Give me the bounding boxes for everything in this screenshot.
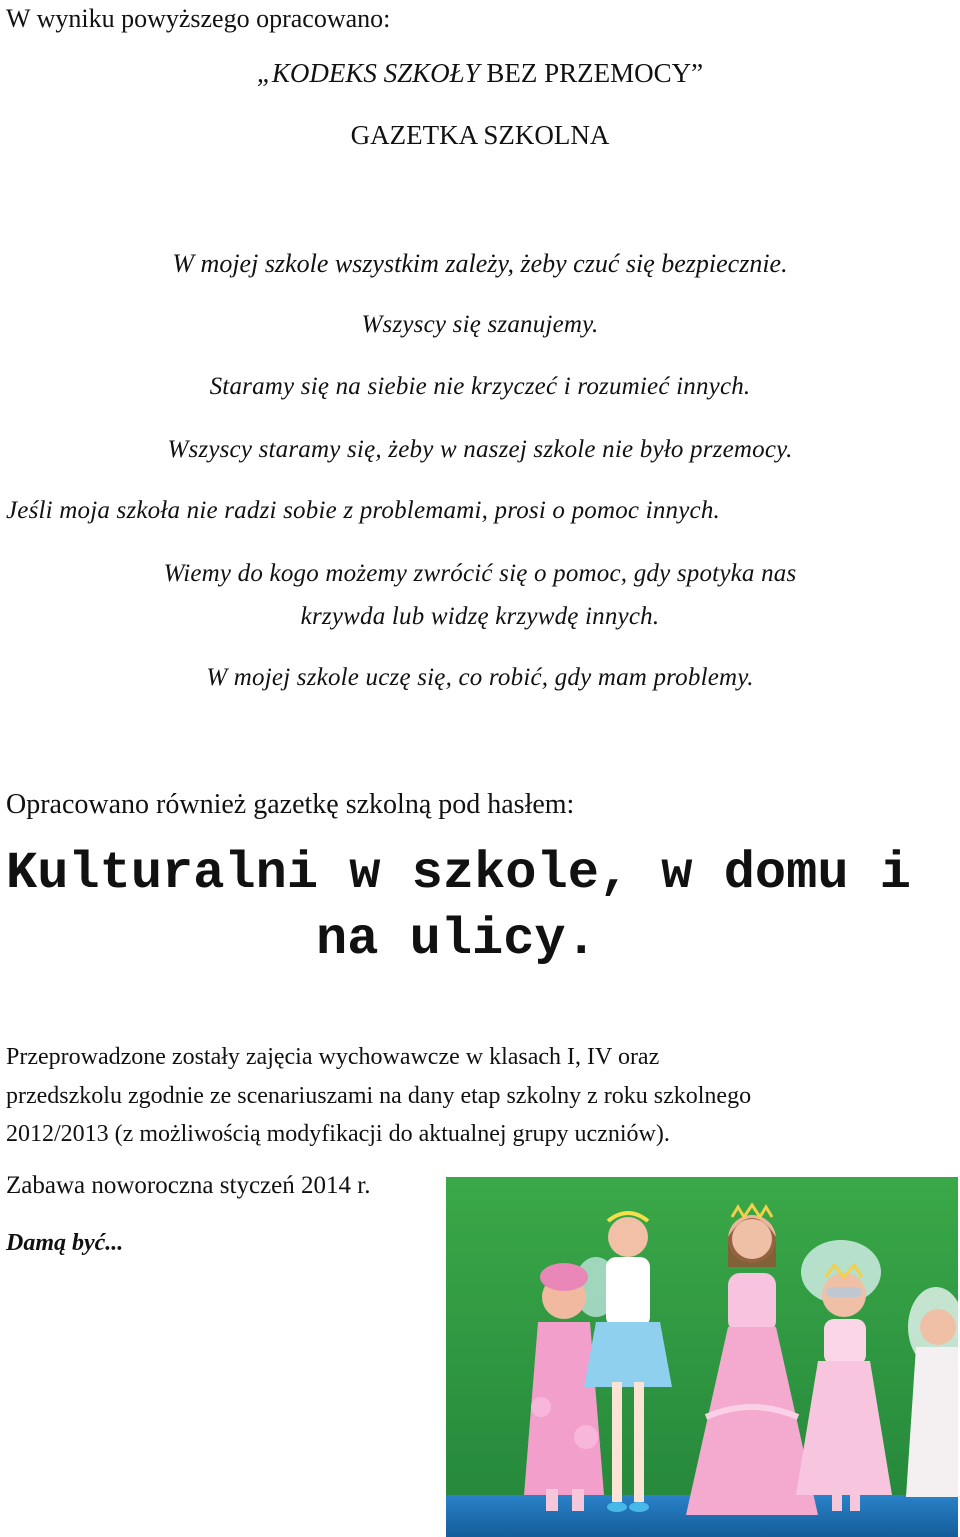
gazetka-intro: Opracowano również gazetkę szkolną pod hasłem: xyxy=(6,789,575,820)
kodeks-title xyxy=(0,58,960,89)
code-line: W mojej szkole uczę się, co robić, gdy mam problemy. xyxy=(206,664,754,691)
code-line: Wiemy do kogo możemy zwrócić się o pomoc, gdy spotyka nas xyxy=(163,560,797,587)
motto-line-1: Kulturalni w szkole, w domu i xyxy=(6,844,911,903)
party-photo xyxy=(446,1177,958,1537)
kodeks-title-rest: BEZ PRZEMOCY” xyxy=(486,58,704,88)
paragraph-line: przedszkolu zgodnie ze scenariuszami na dany etap szkolny z roku szkolnego xyxy=(6,1082,752,1109)
event-title: Zabawa noworoczna styczeń 2014 r. xyxy=(6,1172,371,1199)
paragraph xyxy=(6,1038,956,1154)
gazetka-title: GAZETKA SZKOLNA xyxy=(350,120,610,150)
code-line: Wszyscy staramy się, żeby w naszej szkole nie było przemocy. xyxy=(167,436,793,463)
code-line: Wszyscy się szanujemy. xyxy=(361,311,599,338)
code-line: Staramy się na siebie nie krzyczeć i rozumieć innych. xyxy=(209,373,751,400)
photo-caption: Damą być... xyxy=(6,1230,124,1256)
paragraph-line: Przeprowadzone zostały zajęcia wychowawcze w klasach I, IV oraz xyxy=(6,1044,660,1070)
code-line: Jeśli moja szkoła nie radzi sobie z problemami, prosi o pomoc innych. xyxy=(6,497,720,524)
code-line: krzywda lub widzę krzywdę innych. xyxy=(300,603,660,630)
paragraph-line: 2012/2013 (z możliwością modyfikacji do aktualnej grupy uczniów). xyxy=(6,1121,670,1147)
motto-line-2: na ulicy. xyxy=(316,910,597,969)
code-line: W mojej szkole wszystkim zależy, żeby czuć się bezpiecznie. xyxy=(172,249,788,278)
kodeks-title-italic: „KODEKS SZKOŁY xyxy=(256,58,480,88)
intro-text: W wyniku powyższego opracowano: xyxy=(6,4,391,33)
